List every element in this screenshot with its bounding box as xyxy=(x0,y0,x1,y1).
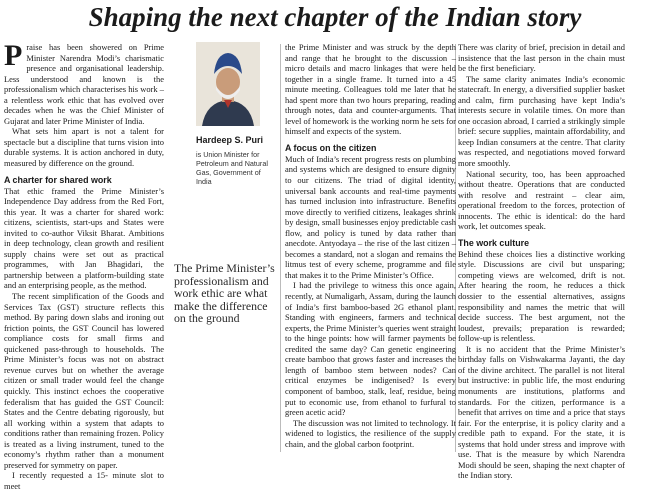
paragraph: There was clarity of brief, precision in detail and insistence that the last person in the chain must be the first beneficiary. xyxy=(458,42,625,74)
subheading: The work culture xyxy=(458,237,530,248)
paragraph: I recently requested a 15- minute slot to meet xyxy=(4,470,164,491)
author-column xyxy=(168,42,274,456)
author-role: is Union Minister for Petroleum and Natural Gas, Government of India xyxy=(196,149,268,186)
drop-cap: P xyxy=(4,39,23,72)
author-name: Hardeep S. Puri xyxy=(196,134,264,145)
subheading: A focus on the citizen xyxy=(285,142,377,153)
paragraph: What sets him apart is not a talent for spectacle but a discipline that turns vision into durable systems. It is action anchored in duty, measured by difference on the ground. xyxy=(4,126,164,169)
paragraph: It is no accident that the Prime Minister’s birthday falls on Vishwakarma Jayanti, the day of the divine architect. The parallel is not literal but instructive: in public life, the most enduring monuments are institutions, platforms and standards. For the citizen, performance is a benefit that arrives on time and a price that stays fair. For the enterprise, it is policy clarity and a credible path to expand. For the state, it is systems that hold under stress and improve with use. That is the measure by which Narendra Modi should be seen, shaping the next chapter of the Indian story. xyxy=(458,343,625,481)
article-column-4 xyxy=(458,42,625,481)
lead-paragraph: Praise has been showered on Prime Minister Narendra Modi’s charismatic presence and organisational leadership. Less understood and known is the professionalism which characterises his work – a relentless work ethic that has evolved over decades when he was the Chief Minister of Gujarat and later Prime Minister of India. xyxy=(4,39,164,126)
paragraph: Behind these choices lies a distinctive working style. Discussions are civil but unsparing; competing views are welcomed, drift is not. After hearing the room, he reduces a thick dossier to the essential alternatives, assigns responsibility and names the metric that will decide success. The best argument, not the loudest, prevails; preparation is rewarded; follow-up is relentless. xyxy=(458,248,625,344)
paragraph: National security, too, has been approached without theatre. Operations that are conducted with resolve and restraint – clear aim, operational freedom to the forces, protection of innocents. The ethic is identical: do the hard work, let outcomes speak. xyxy=(458,168,625,232)
article-column-3 xyxy=(285,42,456,456)
paragraph: The discussion was not limited to technology. It widened to logistics, the resilience of the supply chain, and the global carbon footprint. xyxy=(285,417,456,449)
paragraph: the Prime Minister and was struck by the depth and range that he brought to the discussion – micro details and macro linkages that were held together in a single frame. It turned into a 45 minute meeting. Colleagues told me later that he had spent more than two hours preparing, reading through notes, data and counter-arguments. That level of homework is the working norm he sets for himself and expects of the system. xyxy=(285,42,456,137)
headline: Shaping the next chapter of the Indian story xyxy=(88,2,582,32)
subheading: A charter for shared work xyxy=(4,174,112,185)
paragraph: The recent simplification of the Goods and Services Tax (GST) structure reflects this method. By paring down slabs and ironing out friction points, the GST Council has lowered compliance costs for small firms and quickened pass-through to households. The Prime Minister’s focus was not on abstract revenue curves but on whether the average citizen or small trader would feel the change quickly. This instinct echoes the cooperative federalism that has guided the GST Council: States and the Centre debating rigorously, but all working within a system that adapts to conditions rather than remaining frozen. Policy is treated as a living instrument, tuned to the economy’s rhythm rather than a monument preserved for symmetry on paper. xyxy=(4,291,164,470)
author-photo xyxy=(196,42,260,126)
paragraph: Much of India’s recent progress rests on plumbing and systems which are designed to ensure dignity to our citizens. The triad of digital identity, universal bank accounts and real-time payments has turned inclusion into infrastructure. Benefits move directly to verified citizens, leakages shrink by design, small businesses enjoy predictable cash flow, and policy is tuned by data rather than anecdote. Antyodaya – the rise of the last citizen – becomes a standard, not a slogan and remains the litmus test of every scheme, programme and file that makes it to the Prime Minister’s Office. xyxy=(285,153,456,280)
pull-quote: The Prime Minister’s professionalism and work ethic are what make the difference on the ground xyxy=(174,261,275,326)
paragraph: The same clarity animates India’s economic statecraft. In energy, a diversified supplier basket and calm, firm purchasing have kept India’s interests secure in volatile times. On more than one occasion abroad, I carried a strikingly simple brief: secure supplies, maintain affordability, and keep Indian consumers at the centre. That clarity was respected, and negotiations moved forward more smoothly. xyxy=(458,73,625,169)
paragraph: I had the privilege to witness this once again, recently, at Numaligarh, Assam, during the launch of India’s first bamboo-based 2G ethanol plant. Standing with engineers, farmers and technical experts, the Prime Minister’s queries went straight to the hinge points: how will farmer payments be credited the same day? Can genetic engineering create bamboo that grows faster and increases the length of bamboo stem between nodes? Can critical enzymes be indigenised? Is every component of bamboo, stalk, leaf, residue, being put to economic use, from ethanol to furfural to green acetic acid? xyxy=(285,280,456,418)
column-divider xyxy=(280,44,281,452)
paragraph: That ethic framed the Prime Minister’s Independence Day address from the Red Fort, this year. It was a charter for shared work: citizens, scientists, start-ups and States were invited to co-author Viksit Bharat. Ambitions in deep technology, clean growth and resilient supply chains were set out as practical programmes, with Jan Bhagidari, the partnership between a platform-building state and an enterprising people, as the method. xyxy=(4,185,164,291)
article-column-1 xyxy=(4,39,164,491)
